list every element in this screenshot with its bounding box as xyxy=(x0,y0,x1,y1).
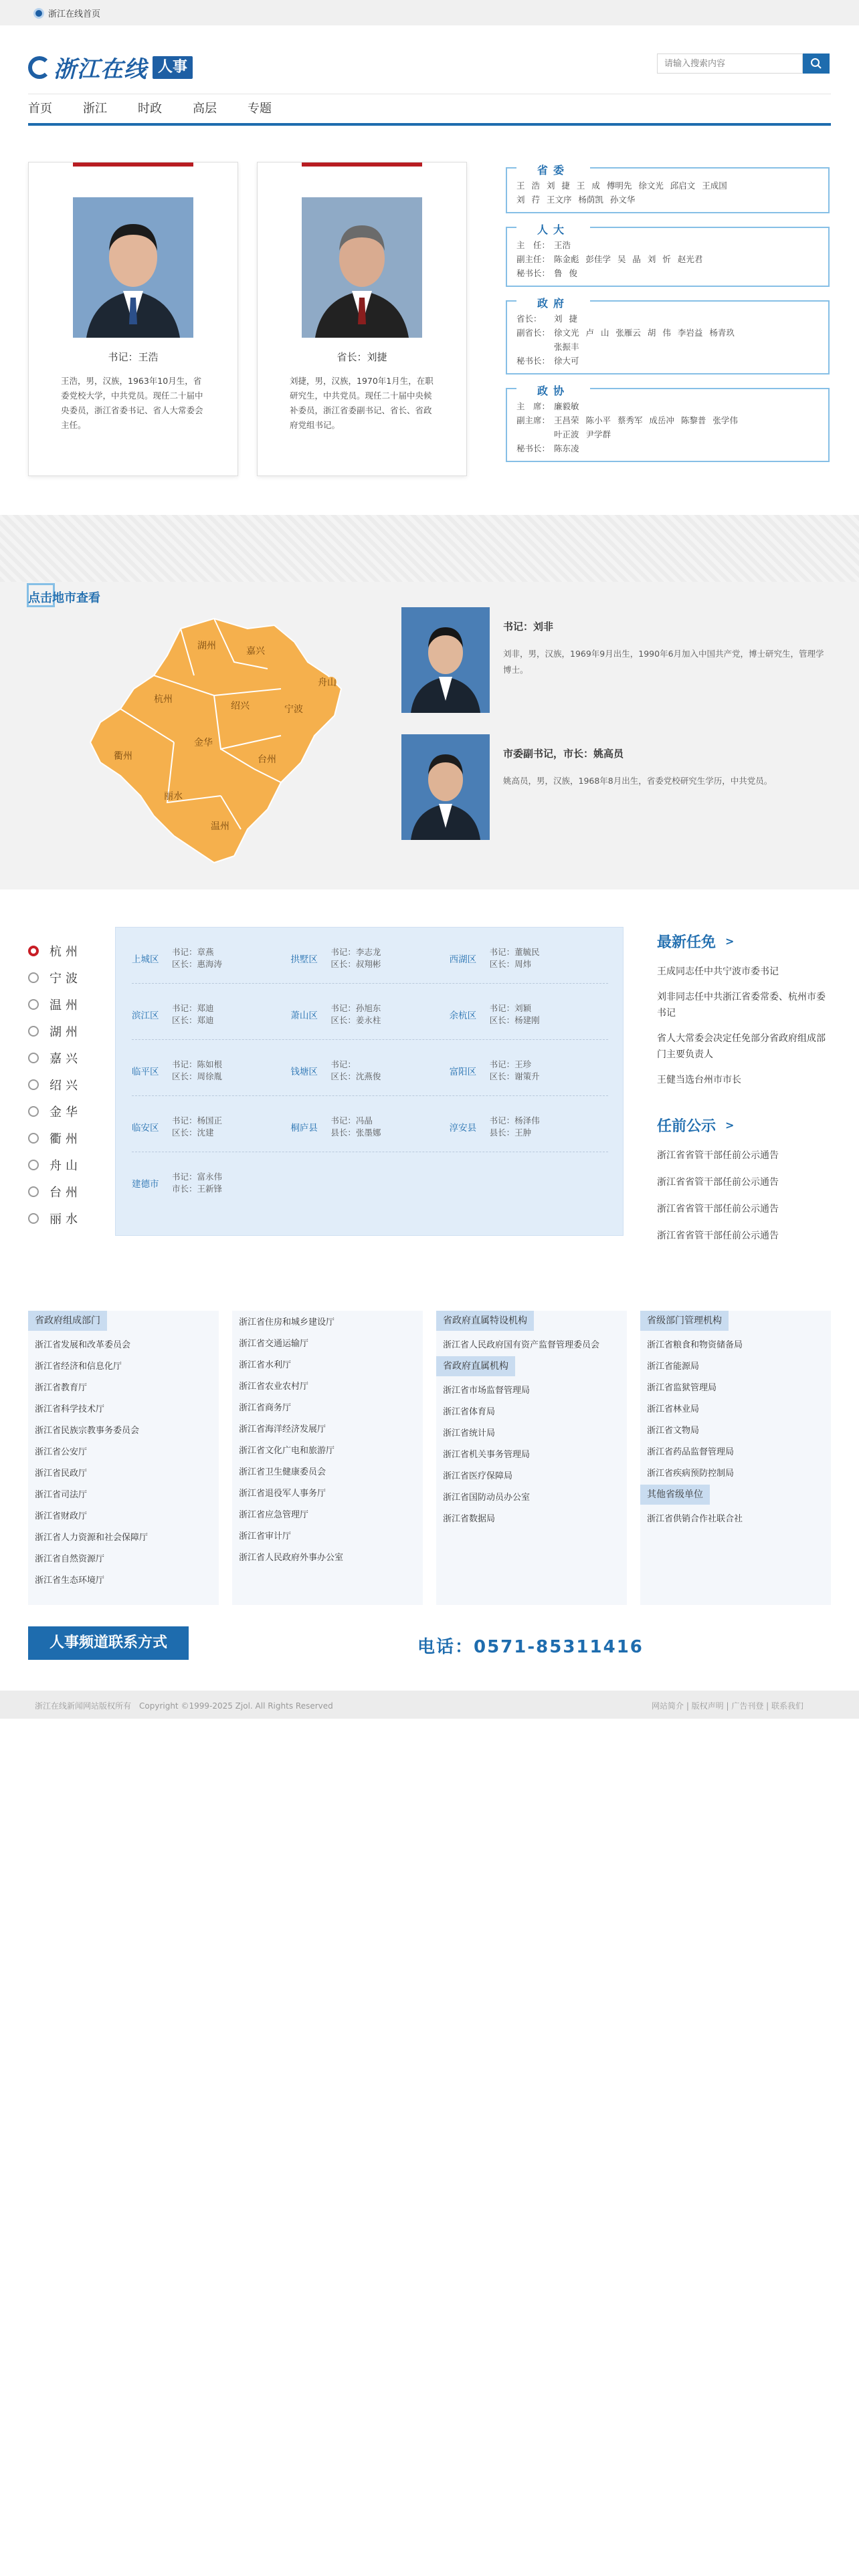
district-panel xyxy=(115,927,624,1236)
city-leader-mayor[interactable] xyxy=(401,734,830,841)
zjol-logo-icon xyxy=(33,8,44,19)
dept-link[interactable]: 浙江省卫生健康委员会 xyxy=(239,1467,326,1477)
dept-link[interactable]: 浙江省发展和改革委员会 xyxy=(35,1340,131,1350)
city-districts-section xyxy=(0,918,859,1252)
dept-link[interactable]: 浙江省教育厅 xyxy=(35,1383,88,1393)
district-cell[interactable] xyxy=(290,989,449,1039)
district-name[interactable]: 淳安县 xyxy=(449,1122,477,1134)
contact-bar xyxy=(28,1626,831,1660)
district-name[interactable]: 滨江区 xyxy=(132,1010,159,1021)
dept-link[interactable]: 浙江省生态环境厅 xyxy=(35,1576,105,1586)
district-cell[interactable] xyxy=(450,989,608,1039)
dept-link[interactable]: 浙江省司法厅 xyxy=(35,1490,88,1500)
district-cell[interactable] xyxy=(450,933,608,983)
news-panel xyxy=(657,931,831,1255)
leader-bio: 王浩，男，汉族，1963年10月生，省委党校大学，中共党员。现任二十届中央委员，浙江省委书记、省人大常委会主任。 xyxy=(61,376,203,430)
district-cell[interactable] xyxy=(290,1045,449,1095)
dept-link[interactable]: 浙江省粮食和物资储备局 xyxy=(647,1340,743,1350)
news-link[interactable]: 王成同志任中共宁波市委书记 xyxy=(657,966,779,977)
main-nav xyxy=(28,94,831,126)
list-members: 陈东凌 xyxy=(554,443,579,453)
district-leader-2: 区长：周徐胤 xyxy=(172,1071,223,1081)
dept-heading: 省政府直属机构 xyxy=(436,1356,515,1376)
leader-title: 省长：刘捷 xyxy=(337,351,387,363)
city-option[interactable] xyxy=(28,1152,82,1178)
list-party-committee xyxy=(506,164,830,213)
role-label: 副省长： xyxy=(516,328,551,338)
nav-politics[interactable]: 时政 xyxy=(138,102,162,116)
district-leader-1: 书记： xyxy=(330,1059,356,1069)
footer-links[interactable]: 网站简介 | 版权声明 | 广告刊登 | 联系我们 xyxy=(652,1701,804,1711)
nav-leaders[interactable]: 高层 xyxy=(193,102,217,116)
dept-link[interactable]: 浙江省住房和城乡建设厅 xyxy=(239,1317,335,1327)
city-option-label: 杭州 xyxy=(50,945,82,959)
list-cppcc xyxy=(506,385,830,462)
list-members: 王昌荣 陈小平 蔡秀军 成岳冲 陈黎普 张学伟 xyxy=(554,415,738,425)
news-link[interactable]: 省人大常委会决定任免部分省政府组成部门主要负责人 xyxy=(657,1033,826,1060)
dept-column-4 xyxy=(640,1311,831,1605)
dept-link[interactable]: 浙江省经济和信息化厅 xyxy=(35,1362,122,1372)
role-label: 副主任： xyxy=(516,254,551,264)
nav-home[interactable]: 首页 xyxy=(28,102,52,116)
district-leader-1: 书记：李志龙 xyxy=(330,946,381,957)
district-name[interactable]: 钱塘区 xyxy=(290,1066,318,1077)
city-option[interactable] xyxy=(28,1205,82,1232)
nav-zhejiang[interactable]: 浙江 xyxy=(83,102,107,116)
radio-icon xyxy=(28,1053,39,1063)
list-members: 鲁 俊 xyxy=(554,268,577,278)
top-bar xyxy=(0,0,859,25)
role-label: 秘书长： xyxy=(516,443,551,453)
district-cell[interactable] xyxy=(132,1045,290,1095)
city-label-lishui[interactable]: 丽水 xyxy=(164,791,183,802)
radio-icon xyxy=(28,1026,39,1037)
district-leader-2: 区长：沈燕俊 xyxy=(330,1071,381,1081)
district-name[interactable]: 余杭区 xyxy=(449,1010,477,1021)
city-label-jinhua[interactable]: 金华 xyxy=(194,738,213,748)
dept-link[interactable]: 浙江省文物局 xyxy=(647,1426,700,1436)
dept-link[interactable]: 浙江省疾病预防控制局 xyxy=(647,1469,735,1479)
city-option[interactable] xyxy=(28,964,82,991)
radio-icon xyxy=(28,1160,39,1170)
dept-link[interactable]: 浙江省自然资源厅 xyxy=(35,1554,105,1564)
district-leader-1: 书记：王珍 xyxy=(489,1059,532,1069)
radio-icon xyxy=(28,972,39,983)
role-label: 秘书长： xyxy=(516,356,551,366)
district-name[interactable]: 萧山区 xyxy=(290,1010,318,1021)
city-option[interactable] xyxy=(28,1178,82,1205)
footer xyxy=(0,1691,859,1719)
district-row xyxy=(132,989,608,1040)
city-option-label: 舟山 xyxy=(50,1159,82,1173)
list-peoples-congress xyxy=(506,223,830,287)
dept-heading: 省政府组成部门 xyxy=(28,1311,107,1331)
district-cell[interactable] xyxy=(450,1101,608,1152)
district-name[interactable]: 桐庐县 xyxy=(290,1122,318,1134)
dept-link[interactable]: 浙江省商务厅 xyxy=(239,1403,292,1413)
district-leader-1: 书记：董毓民 xyxy=(489,946,540,957)
dept-link[interactable]: 浙江省民族宗教事务委员会 xyxy=(35,1426,140,1436)
district-row xyxy=(132,1045,608,1096)
dept-link[interactable]: 浙江省审计厅 xyxy=(239,1531,292,1541)
departments-section xyxy=(28,1311,831,1605)
list-members: 徐大可 xyxy=(554,356,579,366)
city-map-section xyxy=(0,515,859,889)
map-section-title xyxy=(28,588,100,606)
dept-link[interactable]: 浙江省供销合作社联合社 xyxy=(647,1514,743,1524)
dept-link[interactable]: 浙江省应急管理厅 xyxy=(239,1510,309,1520)
district-name[interactable]: 建德市 xyxy=(132,1179,159,1190)
district-leader-1: 书记：杨泽伟 xyxy=(489,1115,540,1125)
list-title: 政府 xyxy=(516,295,590,310)
list-members: 陈金彪 彭佳学 吴 晶 刘 忻 赵光君 xyxy=(554,254,703,264)
role-label: 省长： xyxy=(516,314,542,324)
city-label-ningbo[interactable]: 宁波 xyxy=(284,704,303,715)
appointments-title: 最新任免 xyxy=(657,934,717,951)
dept-link[interactable]: 浙江省数据局 xyxy=(443,1514,496,1524)
list-title: 政协 xyxy=(516,383,590,398)
district-leader-2: 县长：王肿 xyxy=(489,1127,532,1138)
district-name[interactable]: 临安区 xyxy=(132,1122,159,1134)
leader-title: 书记：王浩 xyxy=(108,351,159,363)
list-members: 王浩 xyxy=(554,240,571,250)
district-leader-2: 区长：叔翔彬 xyxy=(330,958,381,969)
district-cell[interactable] xyxy=(132,933,290,983)
list-members: 叶正波 尹学群 xyxy=(554,429,611,439)
city-label-wenzhou[interactable]: 温州 xyxy=(211,821,229,832)
city-option-label: 温州 xyxy=(50,998,82,1012)
dept-link[interactable]: 浙江省科学技术厅 xyxy=(35,1404,105,1414)
dept-link[interactable]: 浙江省体育局 xyxy=(443,1407,496,1417)
logo-badge: 人事 xyxy=(153,56,193,79)
city-label-huzhou[interactable]: 湖州 xyxy=(197,641,216,651)
role-label: 秘书长： xyxy=(516,268,551,278)
district-leader-1: 书记：富永伟 xyxy=(172,1172,223,1182)
dept-link[interactable]: 浙江省药品监督管理局 xyxy=(647,1447,735,1457)
district-leader-2: 区长：谢策升 xyxy=(489,1071,540,1081)
radio-icon xyxy=(28,999,39,1010)
city-option[interactable] xyxy=(28,1071,82,1098)
radio-icon xyxy=(28,1079,39,1090)
dept-link[interactable]: 浙江省退役军人事务厅 xyxy=(239,1489,326,1499)
nav-topics[interactable]: 专题 xyxy=(248,102,272,116)
city-label-shaoxing[interactable]: 绍兴 xyxy=(231,701,250,712)
city-label-jiaxing[interactable]: 嘉兴 xyxy=(246,646,265,657)
district-leader-1: 书记：孙旭东 xyxy=(330,1002,381,1013)
contact-phone: 电话：0571-85311416 xyxy=(417,1637,644,1657)
city-option[interactable] xyxy=(28,991,82,1018)
district-leader-1: 书记：刘颖 xyxy=(489,1002,532,1013)
logo-ring-icon xyxy=(28,56,51,79)
radio-icon xyxy=(28,1186,39,1197)
city-option-label: 丽水 xyxy=(50,1212,82,1226)
district-leader-2: 区长：杨建刚 xyxy=(489,1014,540,1025)
search-box xyxy=(657,53,830,74)
provincial-leaders-section xyxy=(0,154,859,502)
district-cell[interactable] xyxy=(132,989,290,1039)
dept-link[interactable]: 浙江省公安厅 xyxy=(35,1447,88,1457)
district-leader-1: 书记：郑迪 xyxy=(172,1002,214,1013)
leader-photo xyxy=(302,197,422,338)
leader-photo xyxy=(73,197,193,338)
district-cell[interactable] xyxy=(132,1158,299,1208)
dept-link[interactable]: 浙江省文化广电和旅游厅 xyxy=(239,1446,335,1456)
district-leader-2: 区长：姜永柱 xyxy=(330,1014,381,1025)
map-title-text: 点击地市查看 xyxy=(28,591,100,605)
district-cell[interactable] xyxy=(290,1101,449,1152)
list-members: 王 浩 刘 捷 王 成 傅明先 徐文光 邱启文 王成国 xyxy=(516,181,727,191)
news-link[interactable]: 王健当选台州市市长 xyxy=(657,1075,741,1085)
radio-selected-icon xyxy=(28,946,39,956)
city-leader-bio: 姚高员，男，汉族，1968年8月出生，省委党校研究生学历，中共党员。 xyxy=(503,776,773,786)
chevron-right-icon: > xyxy=(725,935,735,948)
dept-link[interactable]: 浙江省财政厅 xyxy=(35,1511,88,1521)
city-option[interactable] xyxy=(28,938,82,964)
home-link-label: 浙江在线首页 xyxy=(48,9,101,19)
city-option-label: 绍兴 xyxy=(50,1079,82,1093)
dept-link[interactable]: 浙江省能源局 xyxy=(647,1362,700,1372)
list-government xyxy=(506,297,830,374)
leader-card-secretary[interactable] xyxy=(28,162,238,476)
district-leader-1: 书记：章燕 xyxy=(172,946,214,957)
city-option-label: 嘉兴 xyxy=(50,1052,82,1066)
district-leader-2: 市长：王新锋 xyxy=(172,1184,223,1194)
dept-link[interactable]: 浙江省交通运输厅 xyxy=(239,1339,309,1349)
city-option-label: 湖州 xyxy=(50,1025,82,1039)
site-logo[interactable] xyxy=(28,51,193,84)
district-name[interactable]: 富阳区 xyxy=(449,1066,477,1077)
dept-heading: 省级部门管理机构 xyxy=(640,1311,729,1331)
city-option[interactable] xyxy=(28,1045,82,1071)
role-label xyxy=(516,340,554,354)
list-members: 刘 捷 xyxy=(554,314,577,324)
radio-icon xyxy=(28,1133,39,1144)
city-option[interactable] xyxy=(28,1098,82,1125)
notice-link[interactable]: 浙江省省管干部任前公示通告 xyxy=(657,1150,779,1161)
logo-text: 浙江在线 xyxy=(54,56,147,83)
dept-link[interactable]: 浙江省监狱管理局 xyxy=(647,1383,717,1393)
city-radio-list xyxy=(28,938,82,1232)
city-leader-photo xyxy=(401,734,490,840)
dept-link[interactable]: 浙江省林业局 xyxy=(647,1404,700,1414)
leader-bio: 刘捷，男，汉族，1970年1月生，在职研究生，中共党员。现任二十届中央候补委员，浙江省委副书记、省长、省政府党组书记。 xyxy=(290,376,434,430)
dept-heading: 其他省级单位 xyxy=(640,1485,710,1505)
list-title: 省委 xyxy=(516,162,590,177)
dept-link[interactable]: 浙江省机关事务管理局 xyxy=(443,1450,531,1460)
dept-link[interactable]: 浙江省农业农村厅 xyxy=(239,1382,309,1392)
dept-heading: 省政府直属特设机构 xyxy=(436,1311,534,1331)
district-leader-2: 区长：惠海涛 xyxy=(172,958,223,969)
city-option-label: 衢州 xyxy=(50,1132,82,1146)
city-leader-name: 书记：刘非 xyxy=(503,621,554,633)
city-option[interactable] xyxy=(28,1125,82,1152)
city-option-label: 金华 xyxy=(50,1105,82,1119)
dept-link[interactable]: 浙江省人力资源和社会保障厅 xyxy=(35,1533,149,1543)
role-label: 主 席： xyxy=(516,401,551,411)
district-name[interactable]: 西湖区 xyxy=(449,954,477,965)
district-leader-2: 区长：周炜 xyxy=(489,958,532,969)
city-option-label: 宁波 xyxy=(50,972,82,986)
leader-card-governor[interactable] xyxy=(257,162,467,476)
dept-link[interactable]: 浙江省人民政府国有资产监督管理委员会 xyxy=(443,1340,600,1350)
notice-heading[interactable] xyxy=(657,1115,831,1136)
district-leader-1: 书记：陈如根 xyxy=(172,1059,223,1069)
district-row xyxy=(132,1101,608,1152)
city-label-quzhou[interactable]: 衢州 xyxy=(114,751,132,762)
notice-link[interactable]: 浙江省省管干部任前公示通告 xyxy=(657,1204,779,1214)
city-option[interactable] xyxy=(28,1018,82,1045)
news-link[interactable]: 刘非同志任中共浙江省委常委、杭州市委书记 xyxy=(657,992,826,1018)
notice-title: 任前公示 xyxy=(657,1118,717,1135)
list-members: 张振丰 xyxy=(554,342,579,352)
search-button[interactable] xyxy=(803,53,830,74)
dept-column-3 xyxy=(436,1311,627,1605)
leadership-lists xyxy=(506,160,830,471)
zhejiang-map xyxy=(80,615,361,869)
radio-icon xyxy=(28,1106,39,1117)
district-row xyxy=(132,933,608,984)
district-name[interactable]: 临平区 xyxy=(132,1066,159,1077)
city-leader-secretary[interactable] xyxy=(401,607,830,714)
district-leader-2: 县长：张墨娜 xyxy=(330,1127,381,1138)
list-title: 人大 xyxy=(516,221,590,237)
city-label-taizhou[interactable]: 台州 xyxy=(258,754,276,765)
district-row xyxy=(132,1158,608,1208)
card-accent-bar xyxy=(302,163,422,167)
dept-link[interactable]: 浙江省统计局 xyxy=(443,1428,496,1438)
dept-link[interactable]: 浙江省医疗保障局 xyxy=(443,1471,513,1481)
role-label xyxy=(516,427,554,441)
city-label-zhoushan[interactable]: 舟山 xyxy=(318,677,337,688)
dept-column-2 xyxy=(232,1311,423,1605)
dept-link[interactable]: 浙江省人民政府外事办公室 xyxy=(239,1553,344,1563)
card-accent-bar xyxy=(73,163,193,167)
decorative-pattern xyxy=(0,515,859,582)
role-label: 主 任： xyxy=(516,240,551,250)
city-label-hangzhou[interactable]: 杭州 xyxy=(154,694,173,705)
contact-label: 人事频道联系方式 xyxy=(28,1626,189,1660)
dept-link[interactable]: 浙江省海洋经济发展厅 xyxy=(239,1424,326,1434)
city-leader-bio: 刘非，男，汉族，1969年9月出生，1990年6月加入中国共产党，博士研究生，管理学博士。 xyxy=(503,649,824,675)
district-cell[interactable] xyxy=(450,1045,608,1095)
dept-link[interactable]: 浙江省市场监督管理局 xyxy=(443,1386,531,1396)
list-members: 徐文光 卢 山 张雁云 胡 伟 李岩益 杨青玖 xyxy=(554,328,735,338)
district-cell[interactable] xyxy=(132,1101,290,1152)
search-input[interactable] xyxy=(657,53,803,74)
district-leader-2: 区长：沈建 xyxy=(172,1127,214,1138)
appointments-heading[interactable] xyxy=(657,931,831,952)
district-name[interactable]: 上城区 xyxy=(132,954,159,965)
dept-link[interactable]: 浙江省国防动员办公室 xyxy=(443,1493,531,1503)
district-leader-1: 书记：杨国正 xyxy=(172,1115,223,1125)
dept-column-1 xyxy=(28,1311,219,1605)
notice-link[interactable]: 浙江省省管干部任前公示通告 xyxy=(657,1230,779,1241)
list-members: 廉毅敏 xyxy=(554,401,579,411)
district-leader-2: 区长：郑迪 xyxy=(172,1014,214,1025)
city-option-label: 台州 xyxy=(50,1186,82,1200)
city-leader-name: 市委副书记，市长：姚高员 xyxy=(503,748,624,760)
district-cell[interactable] xyxy=(290,933,449,983)
city-leader-photo xyxy=(401,607,490,713)
district-name[interactable]: 拱墅区 xyxy=(290,954,318,965)
role-label: 副主席： xyxy=(516,415,551,425)
copyright-text: 浙江在线新闻网站版权所有 Copyright ©1999-2025 Zjol. All Rights Reserved xyxy=(35,1701,333,1711)
search-icon xyxy=(810,58,822,70)
home-link[interactable] xyxy=(33,7,100,19)
chevron-right-icon: > xyxy=(725,1119,735,1132)
dept-link[interactable]: 浙江省民政厅 xyxy=(35,1469,88,1479)
district-leader-1: 书记：冯晶 xyxy=(330,1115,373,1125)
dept-link[interactable]: 浙江省水利厅 xyxy=(239,1360,292,1370)
radio-icon xyxy=(28,1213,39,1224)
notice-link[interactable]: 浙江省省管干部任前公示通告 xyxy=(657,1177,779,1188)
list-members: 刘 荇 王文序 杨荫凯 孙文华 xyxy=(516,195,636,205)
